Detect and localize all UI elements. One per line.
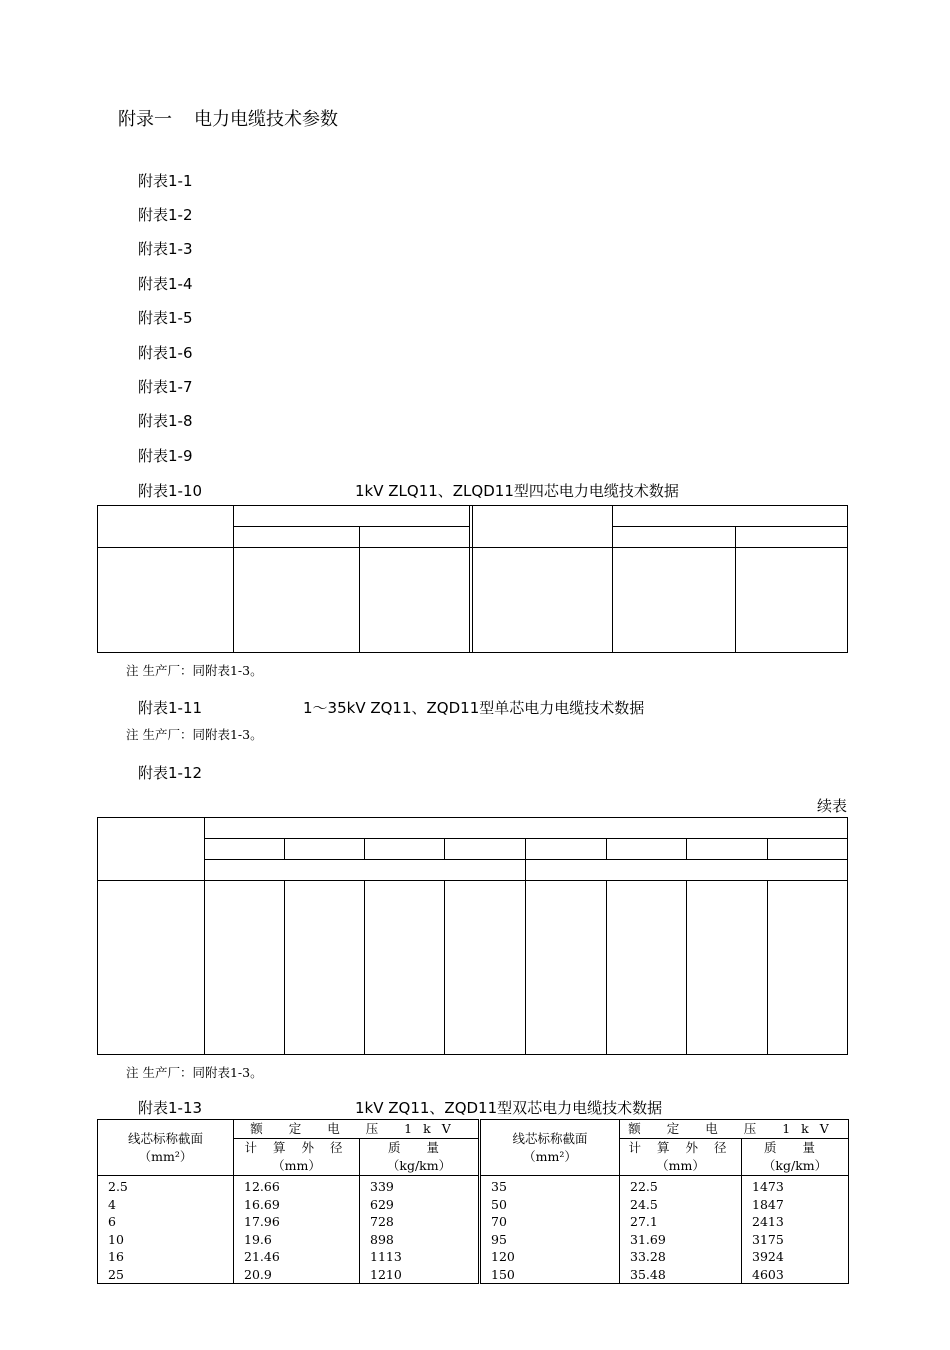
appendix-label: 附表1-4 — [138, 275, 193, 293]
appendix-label: 附表1-3 — [138, 240, 193, 258]
appendix-label: 附表1-8 — [138, 412, 193, 430]
table-row: 25 20.9 1210 150 35.48 4603 — [98, 1266, 849, 1284]
t13-head-mass: 质 量 （kg/km） — [360, 1139, 480, 1176]
table-row: 10 19.6 898 95 31.69 3175 — [98, 1231, 849, 1249]
t11-note: 注 生产厂：同附表1-3。 — [126, 727, 263, 742]
appendix-label: 附表1-2 — [138, 206, 193, 224]
t12-empty-grid — [97, 817, 848, 1055]
t10-note: 注 生产厂：同附表1-3。 — [126, 663, 263, 678]
t12-note: 注 生产厂：同附表1-3。 — [126, 1065, 263, 1080]
t10-empty-grid — [97, 505, 848, 653]
table-row: 2.5 12.66 339 35 22.5 1473 — [98, 1176, 849, 1196]
title-part-1: 附录一 — [118, 109, 172, 130]
appendix-label: 附表1-5 — [138, 309, 193, 327]
page-title — [118, 105, 338, 131]
t13-head-voltage: 额 定 电 压 1kV — [234, 1120, 480, 1139]
t13-table — [97, 1119, 849, 1284]
continued-label: 续表 — [816, 797, 847, 815]
t12-label: 附表1-12 — [138, 764, 203, 782]
t10-label: 附表1-10 — [138, 482, 203, 500]
title-part-2: 电力电缆技术参数 — [194, 109, 338, 130]
appendix-label: 附表1-7 — [138, 378, 193, 396]
table-row: 6 17.96 728 70 27.1 2413 — [98, 1213, 849, 1231]
appendix-label: 附表1-9 — [138, 447, 193, 465]
t11-caption: 1～35kV ZQ11、ZQD11型单芯电力电缆技术数据 — [303, 699, 645, 717]
appendix-label: 附表1-6 — [138, 344, 193, 362]
t11-label: 附表1-11 — [138, 699, 203, 717]
t13-head-voltage-2: 额 定 电 压 1kV — [620, 1120, 849, 1139]
t13-head-section: 线芯标称截面 （mm²） — [98, 1120, 234, 1176]
t13-caption: 1kV ZQ11、ZQD11型双芯电力电缆技术数据 — [355, 1099, 663, 1117]
table-row: 4 16.69 629 50 24.5 1847 — [98, 1196, 849, 1214]
t13-head-diameter-2: 计 算 外 径 （mm） — [620, 1139, 742, 1176]
t13-label: 附表1-13 — [138, 1099, 203, 1117]
t10-caption: 1kV ZLQ11、ZLQD11型四芯电力电缆技术数据 — [355, 482, 679, 500]
table-row: 16 21.46 1113 120 33.28 3924 — [98, 1248, 849, 1266]
t13-head-section-2: 线芯标称截面 （mm²） — [480, 1120, 620, 1176]
t13-head-mass-2: 质 量 （kg/km） — [742, 1139, 849, 1176]
t13-head-diameter: 计 算 外 径 （mm） — [234, 1139, 360, 1176]
appendix-label: 附表1-1 — [138, 172, 193, 190]
